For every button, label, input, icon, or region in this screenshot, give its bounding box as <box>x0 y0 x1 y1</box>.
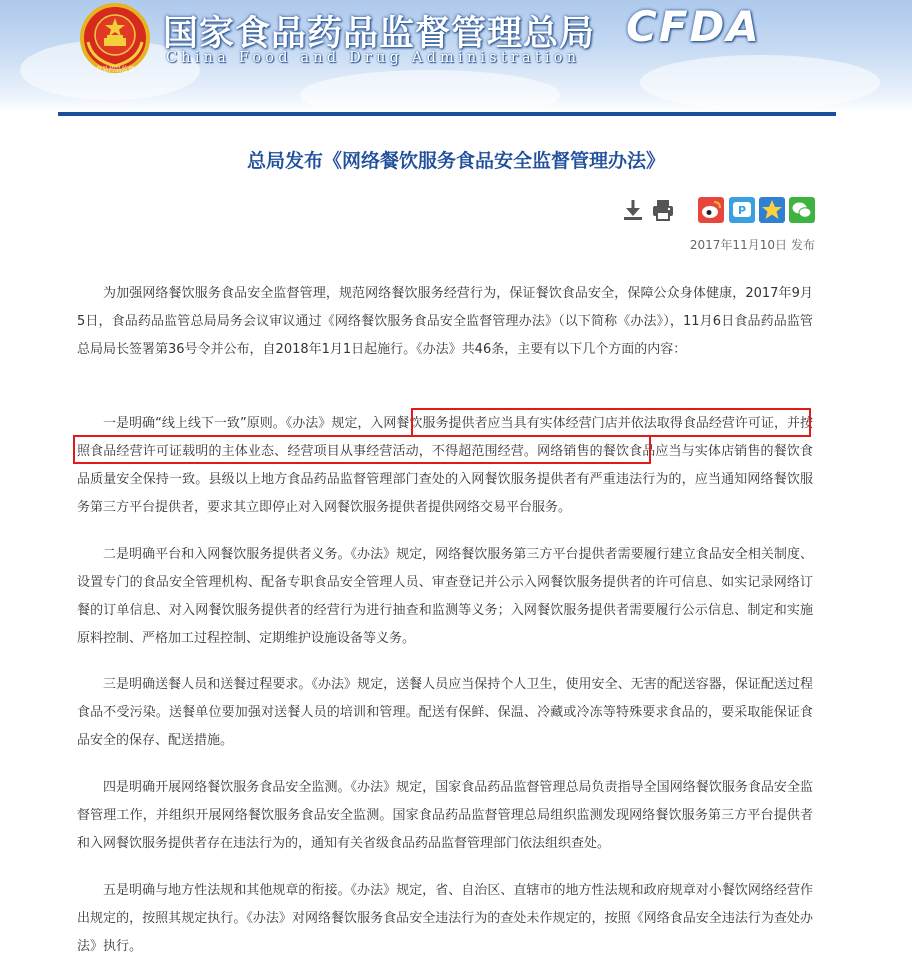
date-text: 2017年11月10日 <box>689 238 787 252</box>
highlight-box <box>73 435 651 464</box>
qzone-star-icon[interactable] <box>759 197 785 223</box>
article-title: 总局发布《网络餐饮服务食品安全监督管理办法》 <box>246 150 665 172</box>
print-icon[interactable] <box>650 197 676 223</box>
qq-icon[interactable] <box>729 197 755 223</box>
header-divider <box>58 112 836 116</box>
publish-date <box>686 236 815 253</box>
banner-cloud <box>640 55 880 110</box>
paragraph-5: 五是明确与地方性法规和其他规章的衔接。《办法》规定，省、自治区、直辖市的地方性法规和政府规章对小餐饮网络经营作出规定的，按照其规定执行。《办法》对网络餐饮服务食品安全违法行为的查处未作规定的，按照《网络食品安全违法行为查处办法》执行。 <box>77 883 813 954</box>
site-title: 国家食品药品监督管理总局 <box>163 13 596 54</box>
paragraph-intro: 为加强网络餐饮服务食品安全监督管理，规范网络餐饮服务经营行为，保证餐饮食品安全，保障公众身体健康，2017年9月5日，食品药品监管总局局务会议审议通过《网络餐饮服务食品安全监督管理办法》（以下简称《办法》），11月6日食品药品监管总局局长签署第36号令并公布，自2018年1月1日起施行。《办法》共46条，主要有以下几个方面的内容： <box>77 286 813 357</box>
cfda-logo[interactable]: CFDA <box>626 2 761 51</box>
site-title-english: China Food and Drug Administration <box>166 50 581 66</box>
paragraph-1: 一是明确“线上线下一致”原则。《办法》规定，入网餐饮服务提供者应当具有实体经营门店并依法取得食品经营许可证，并按照食品经营许可证载明的主体业态、经营项目从事经营活动，不得超范围经营。网络销售的餐饮食品应当与实体店销售的餐饮食品质量安全保持一致。县级以上地方食品药品监督管理部门查处的入网餐饮服务提供者有严重违法行为的，应当通知网络餐饮服务第三方平台提供者，要求其立即停止对入网餐饮服务提供者提供网络交易平台服务。 <box>77 416 813 515</box>
emblem-label: 食品药品监督 <box>95 65 135 73</box>
emblem-icon <box>78 2 152 76</box>
paragraph-3: 三是明确送餐人员和送餐过程要求。《办法》规定，送餐人员应当保持个人卫生，使用安全、无害的配送容器，保证配送过程食品不受污染。送餐单位要加强对送餐人员的培训和管理。配送有保鲜、保温、冷藏或冷冻等特殊要求食品的，要采取能保证食品安全的保存、配送措施。 <box>77 677 813 748</box>
publish-label: 发布 <box>790 238 815 252</box>
highlight-box <box>411 408 811 437</box>
banner-cloud <box>300 70 560 112</box>
wechat-icon[interactable] <box>789 197 815 223</box>
site-banner <box>0 0 912 112</box>
weibo-icon[interactable] <box>698 197 724 223</box>
paragraph-4: 四是明确开展网络餐饮服务食品安全监测。《办法》规定，国家食品药品监督管理总局负责指导全国网络餐饮服务食品安全监督管理工作，并组织开展网络餐饮服务食品安全监测。国家食品药品监督管理总局组织监测发现网络餐饮服务第三方平台提供者和入网餐饮服务提供者存在违法行为的，通知有关省级食品药品监督管理部门依法组织查处。 <box>77 780 813 851</box>
download-icon[interactable] <box>620 197 646 223</box>
svg-text:P: P <box>737 204 747 217</box>
paragraph-2: 二是明确平台和入网餐饮服务提供者义务。《办法》规定，网络餐饮服务第三方平台提供者需要履行建立食品安全相关制度、设置专门的食品安全管理机构、配备专职食品安全管理人员、审查登记并公示入网餐饮服务提供者的许可信息、如实记录网络订餐的订单信息、对入网餐饮服务提供者的经营行为进行抽查和监测等义务；入网餐饮服务提供者需要履行公示信息、制定和实施原料控制、严格加工过程控制、定期维护设施设备等义务。 <box>77 547 813 646</box>
